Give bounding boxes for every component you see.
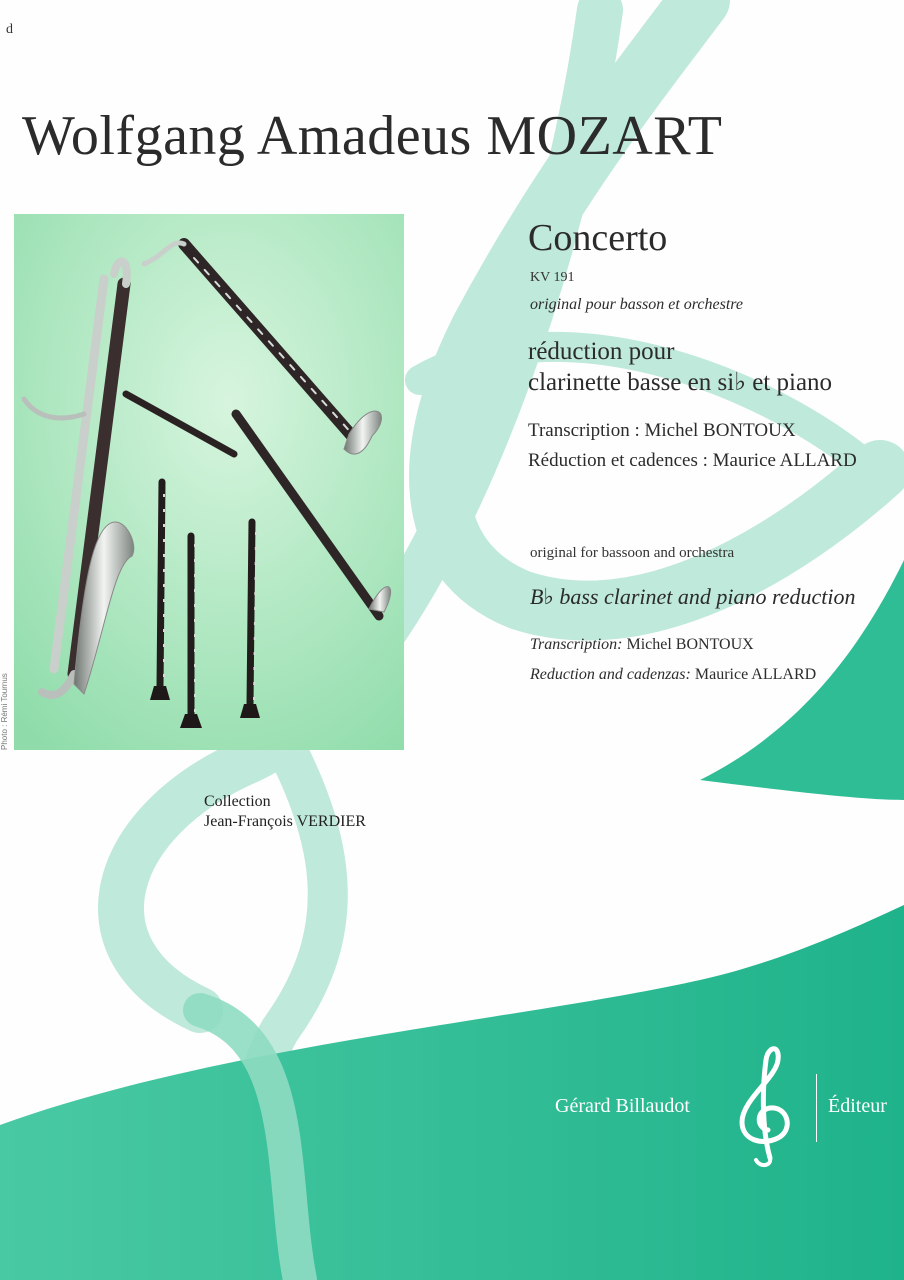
corner-mark: d <box>6 22 13 37</box>
collection-label: Collection <box>204 793 271 810</box>
reduction-fr-line2: clarinette basse en si♭ et piano <box>528 369 833 396</box>
cover-photo <box>14 214 404 750</box>
composer-name: Wolfgang Amadeus MOZART <box>22 105 723 167</box>
publisher-suffix: Éditeur <box>828 1095 887 1117</box>
catalogue-number: KV 191 <box>530 270 575 285</box>
publisher-name: Gérard Billaudot <box>555 1095 690 1117</box>
transcription-credit-en <box>530 636 754 654</box>
original-scoring-fr: original pour basson et orchestre <box>530 296 744 313</box>
transcription-credit-fr: Transcription : Michel BONTOUX <box>528 420 796 441</box>
clarinet-family-photo <box>14 214 404 750</box>
collection-credit <box>204 792 366 832</box>
reduction-label-en: Reduction and cadenzas: <box>530 666 691 683</box>
reduction-en: B♭ bass clarinet and piano reduction <box>530 584 856 609</box>
photo-credit: Photo : Rémi Tournus <box>0 673 9 750</box>
original-scoring-en: original for bassoon and orchestra <box>530 545 735 561</box>
transcription-label-en: Transcription: <box>530 636 623 653</box>
collection-name: Jean-François VERDIER <box>204 813 366 830</box>
reduction-name-en: Maurice ALLARD <box>694 666 817 683</box>
reduction-fr <box>528 336 832 398</box>
reduction-fr-line1: réduction pour <box>528 338 675 365</box>
work-title: Concerto <box>528 217 668 259</box>
transcription-name-en: Michel BONTOUX <box>626 636 754 653</box>
reduction-credit-fr: Réduction et cadences : Maurice ALLARD <box>528 450 857 471</box>
publisher-divider <box>816 1074 817 1142</box>
treble-clef-icon <box>722 1040 812 1170</box>
reduction-credit-en <box>530 666 816 684</box>
